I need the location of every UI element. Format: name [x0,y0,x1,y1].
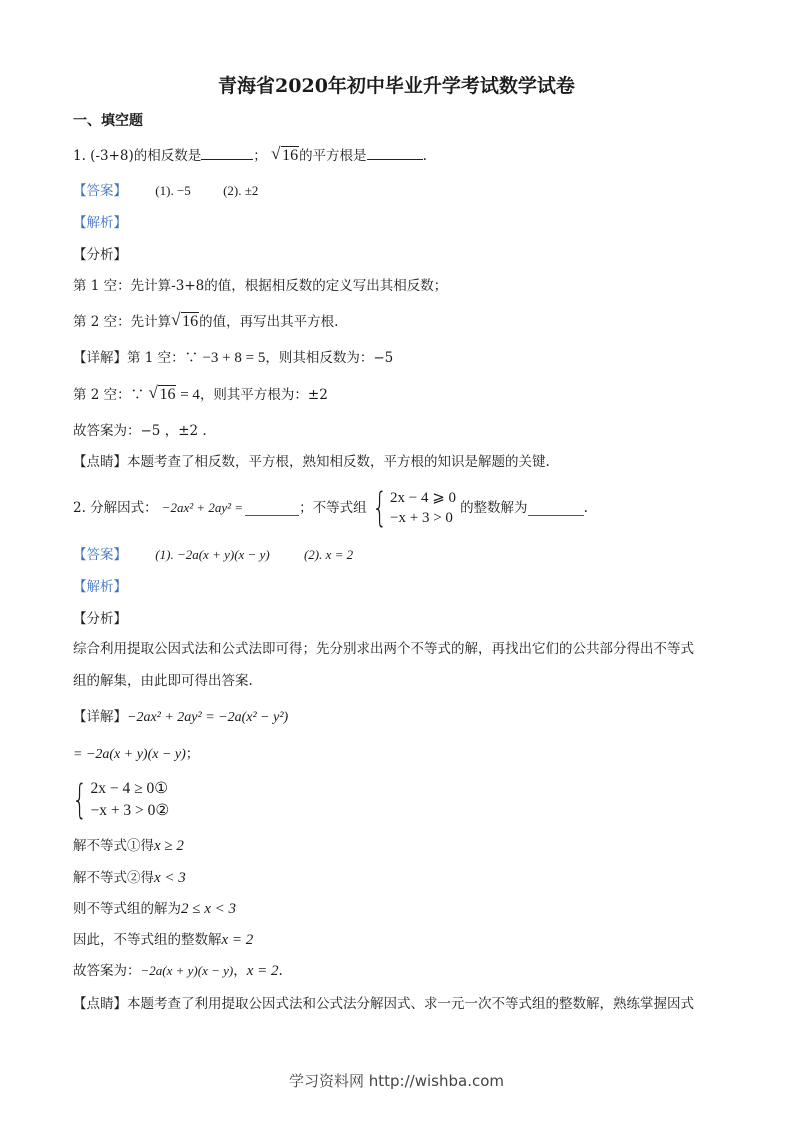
q2-dianjing [73,995,694,1013]
q2-xiangjie-2-sep: ； [185,746,200,762]
q2-solve-4 [73,931,253,949]
q2-solve-2-text: 解不等式②得 [73,870,154,886]
q2-solve-3 [73,900,236,918]
q2-stem-text: 2. 分解因式： [73,500,158,516]
q1-xiangjie-1a: 第 1 空：∵ [127,350,203,366]
q2-stem [73,485,588,531]
footer-watermark: 学习资料网 http://wishba.com [289,1072,504,1090]
q1-fenxi-2-text-b: 的值，再写出其平方根. [199,314,339,330]
q1-stem [73,145,427,165]
q1-stem-text: 1. (-3+8)的相反数是 [73,148,202,164]
radicand: 16 [182,313,199,330]
inequality-lines [390,488,456,528]
q1-fenxi-2 [73,310,339,331]
sqrt-16: √ 16 [171,310,199,330]
q1-xiangjie-2 [73,383,328,404]
q2-stem-expr: −2ax² + 2ay² = [161,500,244,515]
q1-xiangjie-1b: −3 + 8 = 5 [202,350,266,366]
brace: { [371,485,387,531]
q2-stem-text-c: 的整数解为 [460,500,528,516]
q2-gu-period: . [278,963,283,979]
q2-fenxi-2: 组的解集，由此即可得出答案. [73,673,253,689]
q1-answer-1: (1). −5 [155,183,191,198]
q1-answer-2: (2). ±2 [223,183,259,198]
q2-xiangjie-1-expr: −2ax² + 2ay² = −2a(x² − y²) [127,710,289,725]
inequality-2: −x + 3 > 0 [390,510,453,526]
xiangjie-tag: 【详解】 [73,350,127,366]
dianjing-tag: 【点睛】 [73,454,127,470]
answer-tag: 【答案】 [73,547,127,563]
q2-system-2 [73,777,169,823]
xiangjie-tag: 【详解】 [73,709,127,725]
q1-xiangjie-1 [73,349,393,367]
q2-fenxi: 【分析】 [73,611,127,627]
q1-xiangjie-2a: 第 2 空：∵ [73,387,149,403]
q2-solve-2 [73,869,186,887]
q2-period: . [583,500,588,516]
q1-blank-2 [367,145,423,160]
q1-dianjing-text: 本题考查了相反数，平方根，熟知相反数，平方根的知识是解题的关键. [127,454,550,470]
dianjing-tag: 【点睛】 [73,996,127,1012]
q2-gu-expr-2: x = 2 [246,963,279,979]
q2-fenxi-1: 综合利用提取公因式法和公式法即可得；先分别求出两个不等式的解，再找出它们的公共部分得出不等式 [73,641,694,657]
q2-solve-3-expr: 2 ≤ x < 3 [181,901,237,917]
sqrt-16: √ 16 [271,144,299,164]
q1-stem-text-2: 的平方根是 [299,148,367,164]
inequality-1: 2x − 4 ⩾ 0 [390,490,457,506]
radicand: 16 [159,386,176,403]
inequality-2: −x + 3 > 0② [90,802,170,819]
q2-blank-2 [528,501,584,516]
inequality-system-2 [73,778,169,822]
section-heading: 一、填空题 [73,113,143,129]
q2-solve-4-expr: x = 2 [221,932,254,948]
q2-answer-1: (1). −2a(x + y)(x − y) [155,547,270,562]
inequality-lines [90,778,169,822]
q1-fenxi-2-text: 第 2 空：先计算 [73,314,172,330]
q1-gu: 故答案为：−5 ，±2 . [73,423,207,439]
answer-tag: 【答案】 [73,183,127,199]
q2-solve-1 [73,837,184,855]
inequality-1: 2x − 4 ≥ 0① [90,780,169,797]
q2-gu [73,962,283,980]
q2-solve-4-text: 因此，不等式组的整数解 [73,932,222,948]
q2-solve-1-text: 解不等式①得 [73,838,154,854]
q2-blank-1 [245,501,299,516]
q1-fenxi: 【分析】 [73,247,127,263]
q2-gu-sep: ， [233,963,247,979]
q2-solve-2-expr: x < 3 [154,870,186,886]
q2-stem-text-b: ；不等式组 [299,500,367,516]
radicand: 16 [282,147,299,164]
q2-answer-row [73,546,353,564]
sqrt-16: √ 16 [148,383,176,403]
q2-gu-text: 故答案为： [73,963,141,979]
inequality-system [367,485,457,531]
brace: { [72,777,88,823]
q1-xiangjie-1c: ，则其相反数为：−5 [265,350,394,366]
q1-xiangjie-2b: = 4 [176,387,200,403]
q2-solve-3-text: 则不等式组的解为 [73,901,181,917]
q2-gu-expr-1: −2a(x + y)(x − y) [140,963,234,978]
q1-xiangjie-2c: ，则其平方根为：±2 [199,387,328,403]
q1-jiexi: 【解析】 [73,215,127,231]
document-title: 青海省2020年初中毕业升学考试数学试卷 [218,75,575,97]
q2-solve-1-expr: x ≥ 2 [154,838,184,854]
q1-dianjing [73,453,550,471]
q1-blank-1 [201,145,253,160]
q1-answer-row [73,182,258,200]
q2-xiangjie-2 [73,745,199,764]
q1-sep: ； [253,148,267,164]
q1-period: . [422,148,427,164]
q2-dianjing-text: 本题考查了利用提取公因式法和公式法分解因式、求一元一次不等式组的整数解，熟练掌握因式 [127,996,694,1012]
q2-jiexi: 【解析】 [73,579,127,595]
q2-xiangjie-1 [73,708,288,727]
q2-xiangjie-2-expr: = −2a(x + y)(x − y) [73,747,186,762]
q1-fenxi-1: 第 1 空：先计算-3+8的值，根据相反数的定义写出其相反数； [73,278,448,294]
q2-answer-2: (2). x = 2 [303,547,354,562]
